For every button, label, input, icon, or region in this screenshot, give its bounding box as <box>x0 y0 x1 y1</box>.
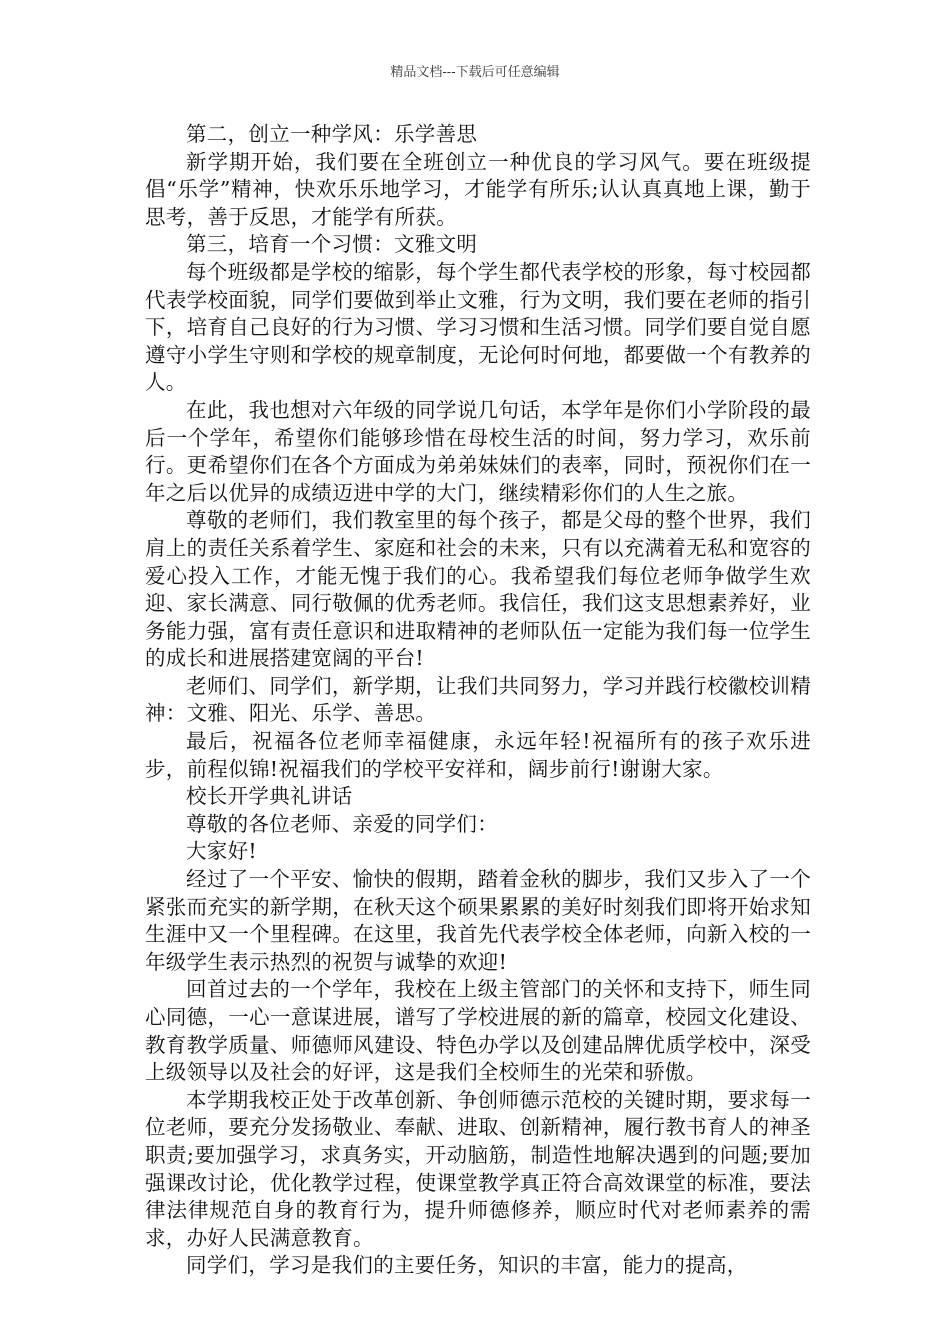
body-paragraph: 在此，我也想对六年级的同学说几句话，本学年是你们小学阶段的最后一个学年，希望你们能够珍惜在母校生活的时间，努力学习，欢乐前行。更希望你们在各个方面成为弟弟妹妹们的表率，同时，预祝你们在一年之后以优异的成绩迈进中学的大门，继续精彩你们的人生之旅。 <box>145 397 811 505</box>
greeting: 大家好! <box>186 839 257 864</box>
body-paragraph: 回首过去的一个学年，我校在上级主管部门的关怀和支持下，师生同心同德，一心一意谋进展，谱写了学校进展的新的篇章，校园文化建设、教育教学质量、师德师风建设、特色办学以及创建品牌优质学校中，深受上级领导以及社会的好评，这是我们全校师生的光荣和骄傲。 <box>145 977 811 1085</box>
body-paragraph: 每个班级都是学校的缩影，每个学生都代表学校的形象，每寸校园都代表学校面貌，同学们要做到举止文雅，行为文明，我们要在老师的指引下，培育自己良好的行为习惯、学习习惯和生活习惯。同学们要自觉自愿遵守小学生守则和学校的规章制度，无论何时何地，都要做一个有教养的人。 <box>145 259 811 395</box>
document-body <box>145 121 811 1280</box>
section-heading-study-style: 第二，创立一种学风：乐学善思 <box>186 122 478 146</box>
body-paragraph: 尊敬的老师们，我们教室里的每个孩子，都是父母的整个世界，我们肩上的责任关系着学生、家庭和社会的未来，只有以充满着无私和宽容的爱心投入工作，才能无愧于我们的心。我希望我们每位老师争做学生欢迎、家长满意、同行敬佩的优秀老师。我信任，我们这支思想素养好，业务能力强，富有责任意识和进取精神的老师队伍一定能为我们每一位学生的成长和进展搭建宽阔的平台! <box>145 508 811 671</box>
speech-title: 校长开学典礼讲话 <box>186 784 353 809</box>
body-paragraph: 新学期开始，我们要在全班创立一种优良的学习风气。要在班级提倡“乐学”精神，快欢乐乐地学习，才能学有所乐;认认真真地上课，勤于思考，善于反思，才能学有所获。 <box>145 149 811 229</box>
body-paragraph: 本学期我校正处于改革创新、争创师德示范校的关键时期，要求每一位老师，要充分发扬敬业、奉献、进取、创新精神，履行教书育人的神圣职责;要加强学习，求真务实，开动脑筋，制造性地解决遇到的问题;要加强课改讨论，优化教学过程，使课堂教学真正符合高效课堂的标准，要法律法律规范自身的教育行为，提升师德修养，顺应时代对老师素养的需求，办好人民满意教育。 <box>145 1087 811 1250</box>
body-paragraph: 最后，祝福各位老师幸福健康，永远年轻!祝福所有的孩子欢乐进步，前程似锦!祝福我们的学校平安祥和，阔步前行!谢谢大家。 <box>145 729 811 781</box>
body-paragraph: 老师们、同学们，新学期，让我们共同努力，学习并践行校徽校训精神：文雅、阳光、乐学、善思。 <box>145 673 811 726</box>
page-header: 精品文档---下载后可任意编辑 <box>390 65 560 80</box>
salutation: 尊敬的各位老师、亲爱的同学们： <box>186 811 498 836</box>
body-paragraph: 经过了一个平安、愉快的假期，踏着金秋的脚步，我们又步入了一个紧张而充实的新学期，在秋天这个硕果累累的美好时刻我们即将开始求知生涯中又一个里程碑。在这里，我首先代表学校全体老师，向新入校的一年级学生表示热烈的祝贺与诚挚的欢迎! <box>145 867 811 974</box>
body-paragraph: 同学们，学习是我们的主要任务，知识的丰富，能力的提高， <box>186 1253 748 1278</box>
section-heading-habit: 第三，培育一个习惯：文雅文明 <box>186 232 478 257</box>
